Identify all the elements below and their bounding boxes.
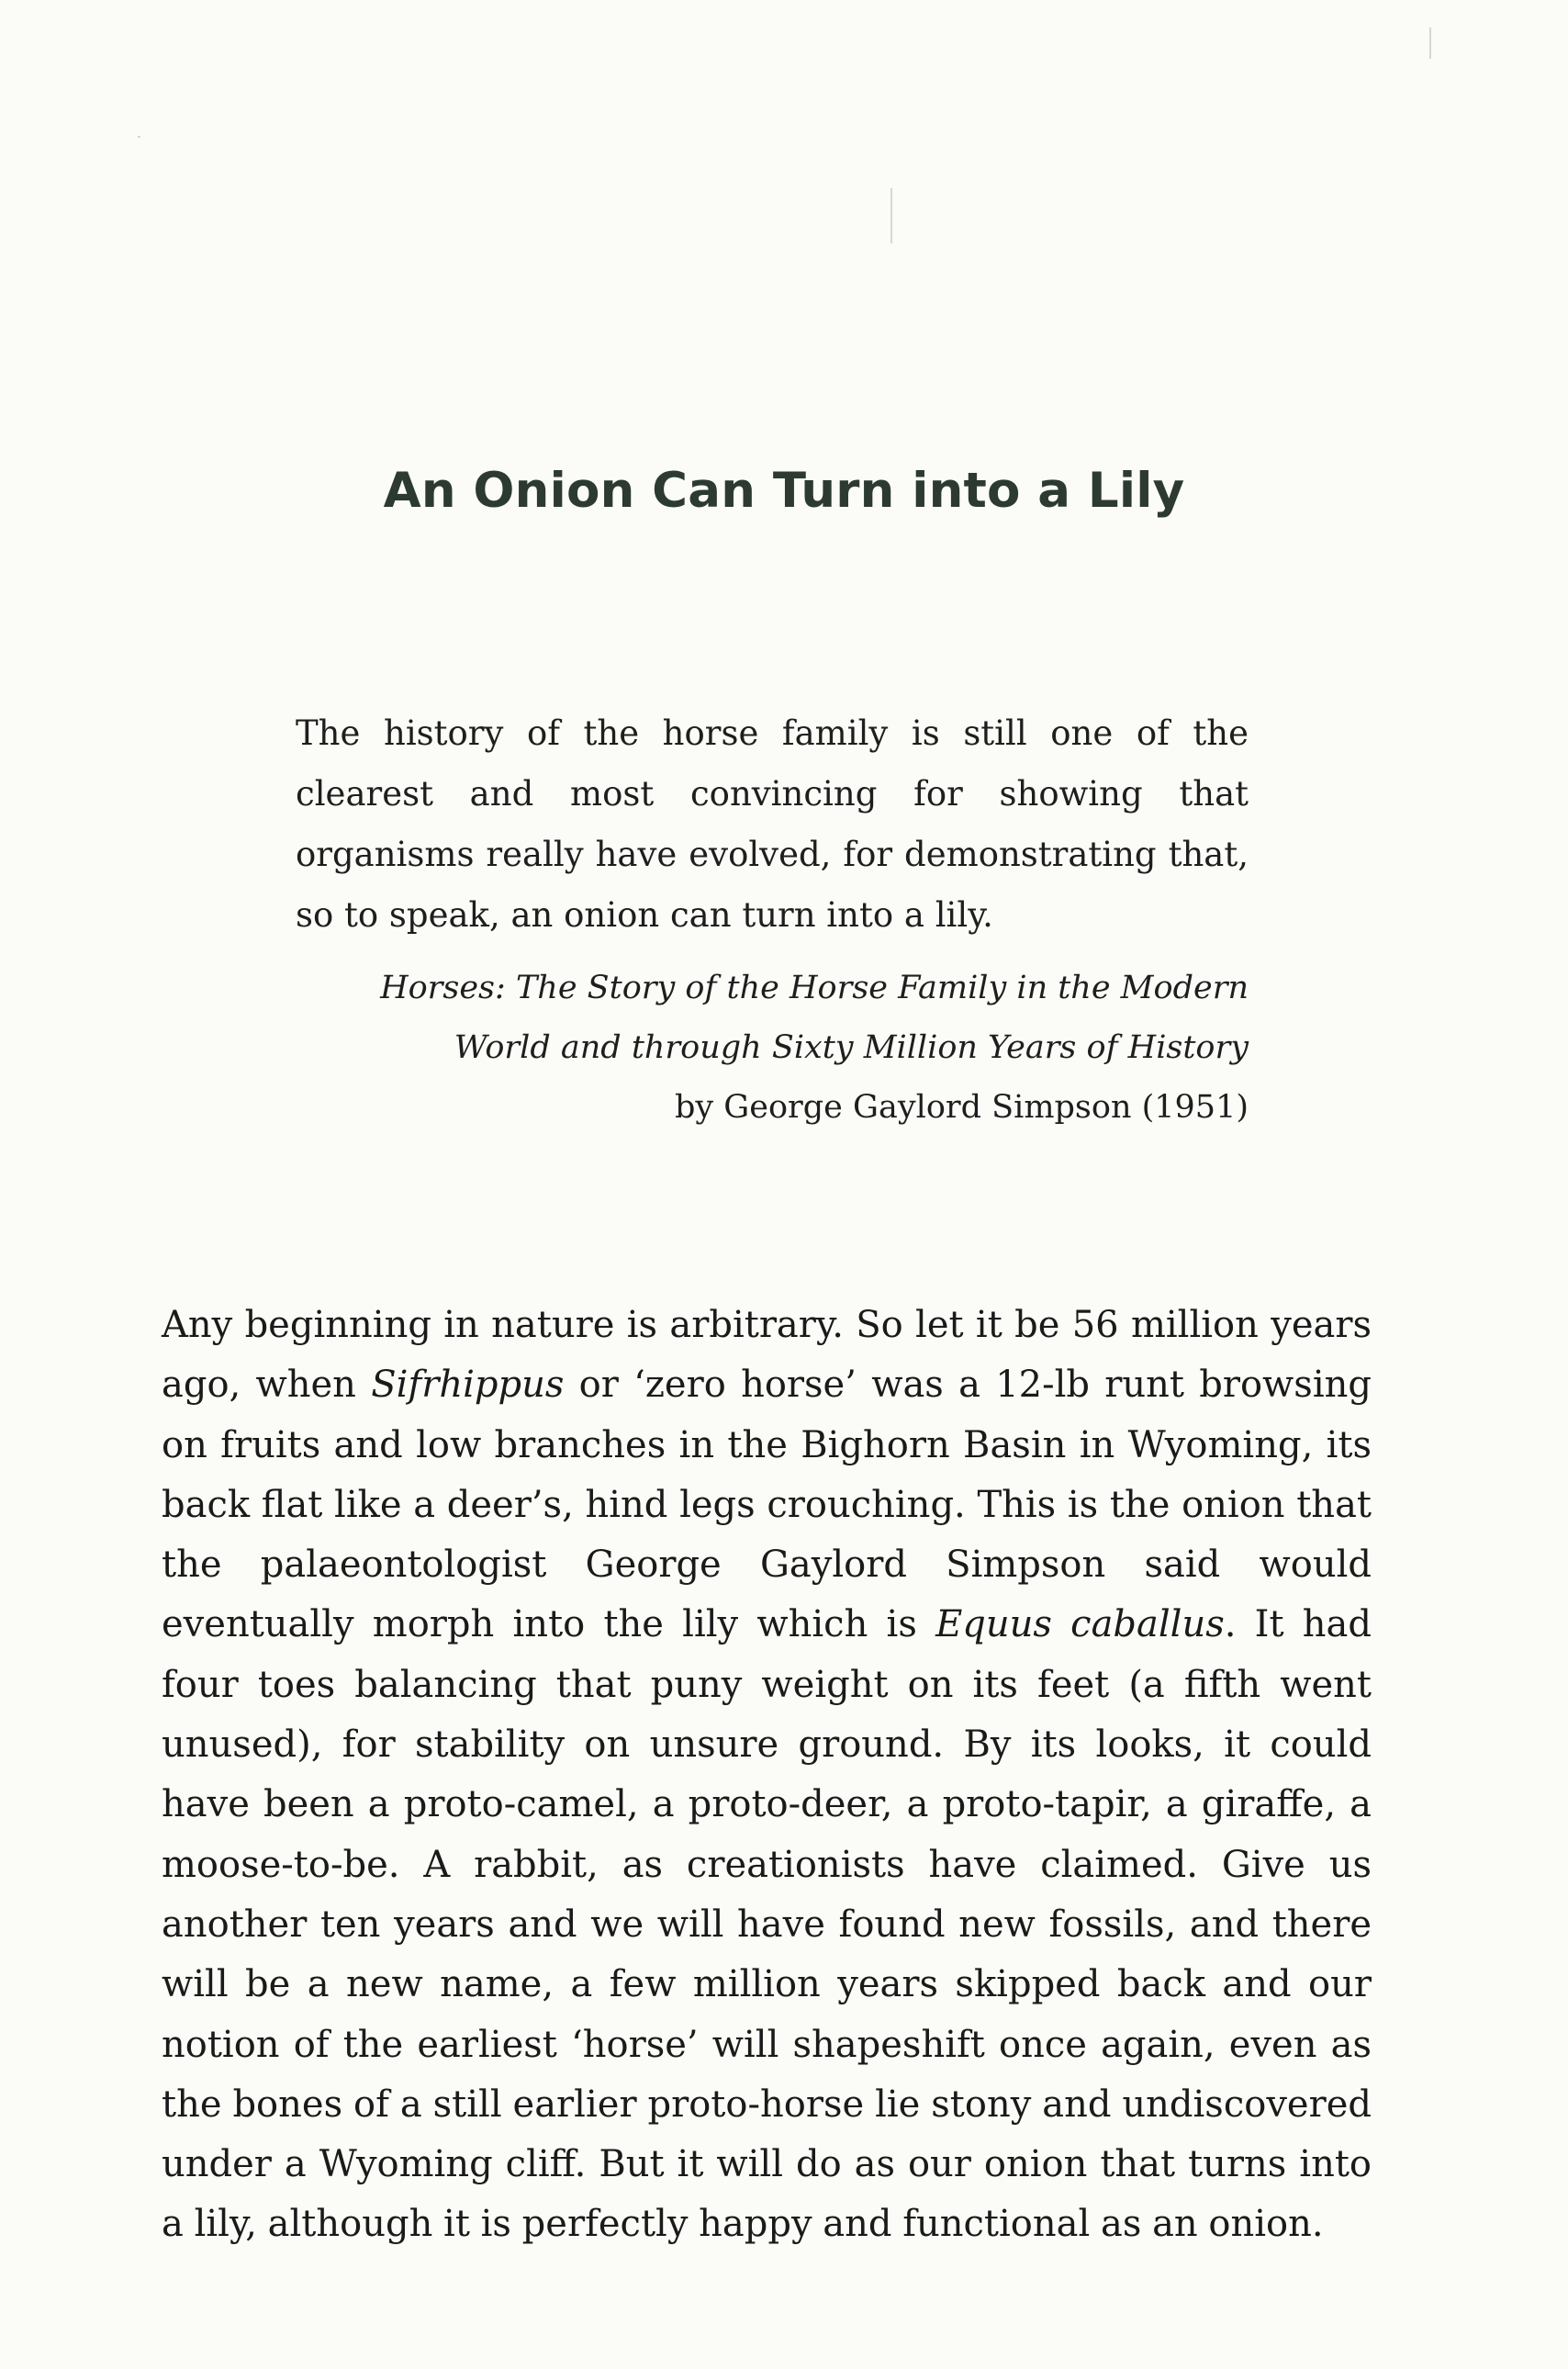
chapter-title: An Onion Can Turn into a Lily bbox=[383, 463, 1185, 519]
epigraph-attribution bbox=[296, 959, 1249, 1138]
epigraph-source-title-line-2: World and through Sixty Million Years of History bbox=[454, 1029, 1249, 1066]
epigraph bbox=[296, 703, 1249, 1138]
taxon-name: Sifrhippus bbox=[371, 1364, 565, 1407]
scan-artifact bbox=[138, 136, 140, 138]
body-text-segment: Any beginning in nature is arbitrary. So let it be 56 million years ago, when bbox=[162, 1304, 1372, 1407]
body-text-segment: or ‘zero horse’ was a 12-lb runt browsing on fruits and low branches in the Bighorn Basin in Wyoming, its back flat like a deer’s, hind legs crouching. This is the onion that the palaeontologist George Gaylord Simpson said would eventually morph into the lily which is bbox=[162, 1364, 1372, 1646]
body-text-segment: . It had four toes balancing that puny weight on its feet (a fifth went unused), for stability on unsure ground. By its looks, it could have been a proto-camel, a proto-deer, a proto-tapir, a giraffe, a moose-to-be. A rabbit, as creationists have claimed. Give us another ten years and we will have found new fossils, and there will be a new name, a few million years skipped back and our notion of the earliest ‘horse’ will shapeshift once again, even as the bones of a still earlier proto-horse lie stony and undiscovered under a Wyoming cliff. But it will do as our onion that turns into a lily, although it is perfectly happy and functional as an onion. bbox=[162, 1603, 1372, 2246]
epigraph-source-title-line-1: Horses: The Story of the Horse Family in the Modern bbox=[380, 970, 1249, 1006]
scan-artifact bbox=[890, 188, 892, 243]
taxon-name: Equus caballus bbox=[935, 1603, 1225, 1646]
epigraph-quote: The history of the horse family is still one of the clearest and most convincing for showing that organisms really have evolved, for demonstrating that, so to speak, an onion can turn into a lily. bbox=[296, 713, 1249, 935]
body-paragraph bbox=[162, 1296, 1372, 2255]
scan-artifact bbox=[1429, 28, 1431, 59]
epigraph-author: by George Gaylord Simpson (1951) bbox=[675, 1089, 1249, 1126]
